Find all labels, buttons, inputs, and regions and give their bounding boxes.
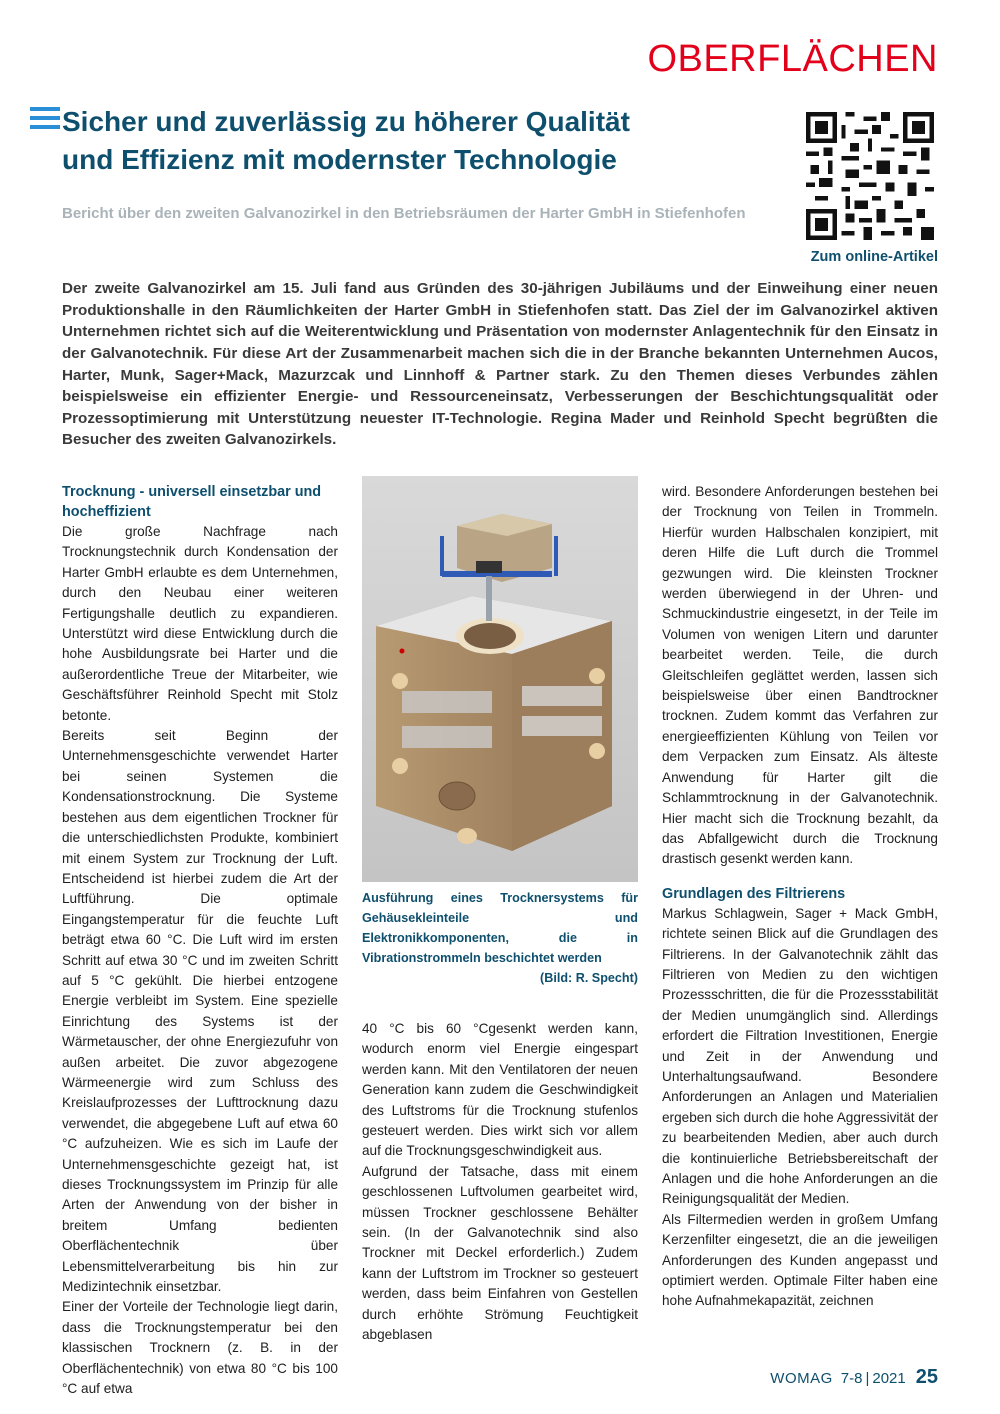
title-line-1: Sicher und zuverlässig zu höherer Qualität — [62, 106, 630, 137]
page-footer — [770, 1366, 938, 1389]
paragraph: Bereits seit Beginn der Unternehmensgeschichte verwendet Harter bei seinen Systemen die Kondensationstrocknung. Die Systeme bestehen aus dem eigentlichen Trockner für die unterschiedlichsten Produkte, kombiniert mit einem System zur Trocknung der Luft. Entscheidend ist hierbei zudem die Art der Luftführung. Die optimale Eingangstemperatur für die feuchte Luft beträgt etwa 60 °C. Die Luft wird im ersten Schritt auf etwa 30 °C und im zweiten Schritt auf 5 °C gekühlt. Die hierbei entzogene Energie verbleibt im System. Eine spezielle Einrichtung des Systems ist der Wärmetauscher, der ohne Energiezufuhr von außen arbeitet. Die zuvor abgezogene Wärmeenergie wird zum Schluss des Kreislaufprozesses der Lufttrocknung dazu verwendet, die abgegebene Luft auf etwa 60 °C aufzuheizen. Wie es sich im Laufe der Unternehmensgeschichte gezeigt hat, ist dieses Trocknungssystem im Prinzip für alle Arten der Anwendung von der bisher in breitem Umfang bedienten Oberflächentechnik über Lebensmittelverarbeitung bis hin zur Medizintechnik einsetzbar. — [62, 728, 338, 1295]
page-number: 25 — [915, 1366, 938, 1388]
issue-number: 7-8 — [840, 1370, 863, 1387]
separator: | — [865, 1370, 870, 1387]
dryer-system-image — [362, 476, 638, 882]
paragraph: Markus Schlagwein, Sager + Mack GmbH, richtete seinen Blick auf die Grundlagen des Filtrierens. In der Galvanotechnik zählt das Filtrieren von Medien zu den wichtigen Prozessschritten, die für die Prozessstabilität der Medien unumgänglich sind. Allerdings erfordert die Filtration Investitionen, Energie und Zeit in der Anwendung und Unterhaltungsaufwand. Besondere Anforderungen an Anlagen und Materialien ergeben sich durch die hohe Aggressivität der zu bearbeitenden Medien, aber auch durch die kontinuierliche Betriebsbereitschaft der Anlagen und die hohe Anforderungen an die Reinigungsqualität der Medien. — [662, 905, 938, 1207]
online-article-link[interactable]: Zum online-Artikel — [810, 249, 938, 265]
paragraph: wird. Besondere Anforderungen bestehen bei der Trocknung von Teilen in Trommeln. Hierfür wurden Halbschalen konzipiert, mit deren Hilfe die Luft durch die Trommel gezwungen wird. Die kleinsten Trockner werden überwiegend in der Uhren- und Schmuckindustrie eingesetzt, in der Teile im Volumen von wenigen Litern und darunter bearbeitet werden. Teile, die durch Gleitschleifen geglättet werden, lassen sich beispielsweise über einen Bandtrockner trocknen. Zudem kommt das Verfahren zur energieeffizienten Kühlung von Teilen vor dem Verpacken zum Einsatz. Als älteste Anwendung für Harter gilt die Schlammtrocknung in der Galvanotechnik. Hier macht sich die Trocknung bezahlt, da das Abfallgewicht durch die Trocknung drastisch gesenkt werden kann. — [662, 484, 938, 867]
column-1 — [62, 482, 338, 1399]
column-3 — [662, 482, 938, 1312]
paragraph: Einer der Vorteile der Technologie liegt darin, dass die Trocknungstemperatur bei den klassischen Trocknern (z. B. in der Oberflächentechnik) von etwa 80 °C bis 100 °C auf etwa — [62, 1299, 338, 1397]
dryer-illustration — [362, 476, 638, 882]
paragraph: Als Filtermedien werden in großem Umfang Kerzenfilter eingesetzt, die an die jeweiligen Anforderungen des Kunden angepasst und optimiert werden. Optimale Filter haben eine hohe Aufnahmekapazität, zeichnen — [662, 1211, 938, 1309]
subtitle: Bericht über den zweiten Galvanozirkel in den Betriebsräumen der Harter GmbH in Stiefenhofen — [62, 205, 746, 222]
paragraph: Aufgrund der Tatsache, dass mit einem geschlossenen Luftvolumen gearbeitet wird, müssen Trockner geschlossene Behälter sein. (In der Galvanotechnik sind also Trockner mit Deckel erforderlich.) Zudem kann der Luftstrom im Trockner so gesteuert werden, dass beim Einfahren von Gestellen durch erhöhte Strömung Feuchtigkeit abgeblasen — [362, 1163, 638, 1343]
paragraph: Die große Nachfrage nach Trocknungstechnik durch Kondensation der Harter GmbH erlaubte es dem Unternehmen, durch den Neubau einer weiteren Fertigungshalle deutlich zu expandieren. Unterstützt wird diese Entwicklung durch die hohe Ausbildungsrate bei Harter und die außerordentliche Treue der Mitarbeiter, wie Geschäftsführer Reinhold Specht mit Stolz betonte. — [62, 524, 338, 723]
issue-year: 2021 — [872, 1370, 906, 1387]
paragraph: 40 °C bis 60 °Cgesenkt werden kann, wodurch enorm viel Energie eingespart werden kann. Mit den Ventilatoren der neuen Generation kann zudem die Geschwindigkeit des Luftstroms für die Trocknung stufenlos gesteuert werden. Dies wirkt sich vor allem auf die Trocknungsgeschwindigkeit aus. — [362, 1021, 638, 1159]
column-2 — [362, 1019, 638, 1346]
section-label: OBERFLÄCHEN — [647, 38, 938, 80]
image-credit: (Bild: R. Specht) — [540, 971, 638, 985]
magazine-name: WOMAG — [770, 1370, 833, 1387]
qr-code-icon[interactable] — [806, 112, 934, 240]
caption-text: Ausführung eines Trocknersystems für Gehäusekleinteile und Elektronikkomponenten, die in Vibrationstrommeln beschichtet werden — [362, 891, 638, 965]
headline-block — [30, 103, 770, 179]
menu-lines-icon — [30, 107, 60, 129]
section-heading-filtrieren: Grundlagen des Filtrierens — [662, 885, 846, 902]
page-title — [62, 103, 770, 179]
lead-paragraph: Der zweite Galvanozirkel am 15. Juli fand aus Gründen des 30-jährigen Jubiläums und der Einweihung einer neuen Produktionshalle in den Räumlichkeiten der Harter GmbH in Stiefenhofen statt. Das Ziel der im Galvanozirkel aktiven Unternehmen richtet sich auf die Weiterentwicklung und Präsentation von modernster Anlagentechnik für den Einsatz in der Galvanotechnik. Für diese Art der Zusammenarbeit machen sich die in der Branche bekannten Unternehmen Aucos, Harter, Munk, Sager+Mack, Mazurzcak und Linnhoff & Partner stark. Zu den Themen dieses Verbundes zählen beispielsweise ein effizienter Energie- und Ressourceneinsatz, Verbesserungen der Beschichtungsqualität oder Prozessoptimierung mit Unterstützung neuester IT-Technologie. Regina Mader und Reinhold Specht begrüßten die Besucher des zweiten Galvanozirkels. — [62, 280, 938, 449]
section-heading-trocknung: Trocknung - universell einsetzbar und hocheffizient — [62, 484, 322, 520]
title-line-2: und Effizienz mit modernster Technologie — [62, 144, 617, 175]
figure-caption — [362, 888, 638, 988]
